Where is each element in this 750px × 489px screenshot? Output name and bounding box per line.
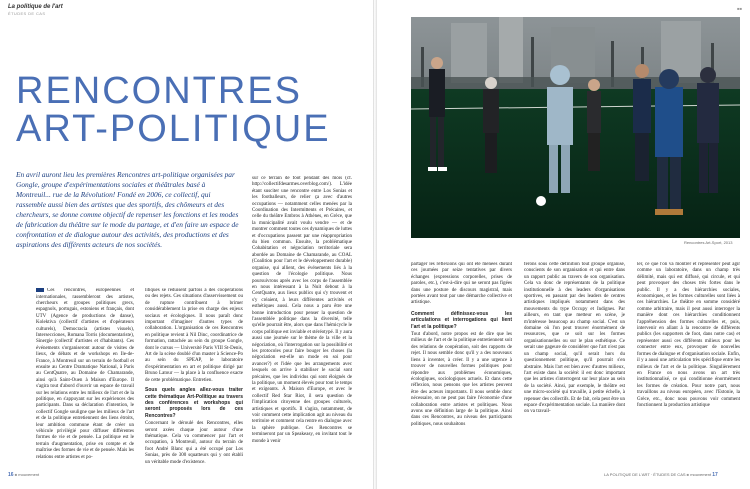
- footer-right-text: LA POLITIQUE DE L'ART · ÉTUDES DE CAS: [604, 472, 686, 477]
- page-gutter: [373, 0, 377, 489]
- body-column-1: [36, 288, 134, 468]
- article-photo: [411, 17, 740, 238]
- footer-right-issue: mouvement: [690, 472, 712, 477]
- body-column-4-text: partager les réflexions qui ont été menées durant ces journées par seize tentatives par divers échanges (expressions corporelles, prises de paroles, etc.), c'est-à-dire qui ne seront pas figées dans une posture de discours magistral, mais portées avant tout par une démarche collective et artistique.: [411, 262, 512, 306]
- body-column-6: [637, 262, 740, 466]
- body-column-2b-text: Concernant le déroulé des Rencontres, elles seront axées chaque jour autour d'une thématique. Cela va commencer par l'art et occupation, à Montreuil, autour du terrain de foot André Blanc qui a été occupé par Los Sonias, près de 300 squatteurs qui y ont établi un véritable mode d'existence.: [145, 421, 243, 465]
- footer-left-issue: mouvement: [18, 472, 40, 477]
- footer-right: [604, 472, 718, 478]
- interview-question-1: Sous quels angles allez-vous traiter cette thématique Art-Politique au travers des conférences et workshops qui seront proposés lors de ces Rencontres?: [145, 387, 243, 419]
- body-column-5-text: ferons sous cette définition tout groupe organisé, conscients de son organisation et qui entre dans un rapport public au travers de son organisation. Cela va donc de représentants de la politique institutionnelle à des leaders d'organisations sportives, en passant par des leaders de centres artistiques impliqués notamment dans des mouvements du type Occupy et Indignes. Par ailleurs, en tant que metteur en scène, je m'intéresse beaucoup au champ social. C'est un domaine où l'on peut trouver énormément de ressources, que ce soit sur les formes organisationnelles ou sur le plan esthétique. Ce serait une gageure de considérer que l'art n'est pas un champ social, qu'il serait hors du questionnement politique, qu'il pourrait s'en abstraire. Mais l'art est bien avec d'autres milieux, l'art existe dans la société: il est donc important que les artistes s'interrogent sur leur place au sein de la société. Ainsi, par exemple, le théâtre est une micro-société qui travaille, à petite échelle, à repenser des collectifs. Et de fait, cela peut être un espace d'expérimentation sociale. La manière dont on va travail-: [524, 262, 625, 415]
- body-column-5: [524, 262, 625, 466]
- body-column-1-text: Ces rencontres, européennes et internationales, rassembleront des artistes, chercheurs et groupes politiques grecs, espagnols, portugais, estoniens et français, dont UTV (Agence de productions de danse), Kolektiva (collectif d'artistes et d'opérateurs culturels), Democracia (artistes visuels), Intersecciones, Romana Torris (documentariste), Sinergie (collectif d'artistes et d'habitants). Ces événements s'organiseront autour de visites de lieux, de débats et de workshops en Ile-de-France, à Montreuil sur un terrain de football et ensuite au Centre Dramatique National, à Paris au CentQuatre, au Domaine de Chamarande, ainsi qu'à Saint-Ouen à Maison d'Europe. Il s'agira tout d'abord d'ouvrir un espace de travail sur les relations entre les milieux de l'art et de la politique, en s'appuyant sur les expériences des participants. Dans sa déclaration d'intention, le collectif Gongle souligne que les milieux de l'art et de la politique entretiennent des liens étroits, leur ambition commune étant de créer un véhicule privilégié pour diffuser différentes formes de vie et de pensée. La politique est le terrain d'augmentation, prise en compte et de maîtrise des formes de vie et de pensée. Mais les relations entre artistes et po-: [36, 288, 134, 460]
- body-column-3-text: sur ce terrain de foot pendant des mois (cf. http://collectifdesarmes.overblog.com/). L'idée étant susciter une rencontre entre Los Sonias et les footballeurs, de relier ça avec d'autres occupations — notamment celles menées par la Coordination des Intermittents et Précaires, et celle du théâtre Embros à Athènes, en Grèce, que la municipalité avait voulu vendre — et de montrer comment toutes ces dynamiques de luttes et d'occupations passent par une réappropriation du bien commun. Ensuite, la problématique Cohabitation et négociation territoriale sera abordée au Domaine de Chamarande, au COAL (Coalition pour l'art et le développement durable) organise, qui allient, des événements liés à la question de l'écologie politique. Nous poursuivrons après avec les corps de l'assemblée en nous intéressant à la Nuit debout à la CentQuatre, aux lieux publics qui s'y trouvent et s'y créaient, à leurs différentes activités et esthétiques aussi. Cela nous a paru être une bonne introduction pour penser la question de l'assemblée politique dans la diversité, telle qu'elle pourrait être, alors que dans l'hémicycle le corps politique est inviable et stéréotypé. Il y aura aussi une journée sur le thème de la ville et la négociation, où l'interrogation sur la possibilité et les protocoles pour faire bouger les choses (la négociation est-elle un mode en soi pour avancer?) et l'idée que les arrangements avec lesquels on arrive à stabiliser le social sont précaires, que les individus qui sont éloignés de la politique, un moment élevés pour tout le temps et exigeants. À Maison d'Europe, et avec le collectif Red Star Riot, il sera question de l'implication citoyenne des groupes culturels, artistiques et sportifs. Il s'agira, notamment, de voir comment cette implication agit au niveau du territoire et comment cela rentre en dialogue avec la sphère publique. Ces Rencontres se termineront par un Speakeasy, en invitant tout le monde à venir: [252, 176, 352, 444]
- footer-separator-right-icon: ■: [686, 472, 690, 477]
- photo-football-field: [411, 17, 740, 238]
- article-title-line1: RENCONTRES: [16, 70, 303, 112]
- photo-caption: Rencontres Art-Sport, 2013: [684, 240, 733, 245]
- article-title-line2: ART-POLITIQUE: [16, 108, 331, 150]
- body-column-2: [145, 288, 243, 468]
- body-column-4: [411, 262, 512, 466]
- body-column-4b-text: Tout d'abord, notre propos est de dire que les milieux de l'art et de la politique entretiennent soit des relations de coopération, soit des rapports de rejet. Il nous semble donc qu'il y a des nouveaux liens à inventer, à créer. Il y a une urgence à trouver de nouvelles formes politiques pour répondre aux problèmes économiques, écologiques, sociologiques actuels. Et dans cette réflexion, nous pensons que les artistes peuvent être des acteurs importants. Il nous semble donc nécessaire, on ne peut pas faire l'économie d'une collaboration entre artistes et politiques. Nous avons une définition large de la politique. Ainsi dans ces Rencontres, au niveau des participants politiques, nous souhaitons: [411, 332, 512, 427]
- body-column-2-text: litiques se réduisent parfois à des coopérations ou des rejets. Ces situations d'asservissement ou de rupture contribuent à brimer considérablement la prise en charge des enjeux sociaux et écologiques. Il nous paraît donc important d'imaginer d'autres types de collaboration. L'organisation de ces Rencontres en politique revient à Nil Dinc, coordinatrice de formation, rattachée au sein du groupe Gongle, dont le cursus — Université Paris VIII St-Denis, Art de la scène doublé d'un master à Science-Po au sein du SPEAP, le laboratoire d'expérimentation en art et politique dirigé par Bruno Latour — la place à la confluence exacte de cette problématique. Entretien.: [145, 288, 243, 383]
- section-title: La politique de l'art: [8, 4, 63, 10]
- paragraph-marker-icon: [36, 288, 44, 292]
- top-right-folio: ■■: [737, 6, 742, 11]
- footer-separator-icon: ■: [14, 472, 18, 477]
- body-column-3: [252, 176, 352, 468]
- footer-left: [8, 472, 39, 478]
- body-column-6-text: ler, ce que l'on va montrer et représenter peut agir comme un laboratoire, dans un champ très délimité, mais qui est diffusé, qui circule, et qui peut provoquer des choses très fortes dans le public. Il y a des hiérarchies sociales, économiques, et les formes culturelles sont liées à ces hiérarchies. Le théâtre en somme considéré comme arbitraire, mais il peut aussi interroger la manière dont ces hiérarchies conditionnent l'appréhension des formes culturelles et, puis, intervenir en allant à la rencontre de différents publics (les supporters de foot, dans notre cas) et représenter aussi ces différents milieux pour les connecter entre eux, provoquer de nouvelles formes de dialogue et d'organisation sociale. Enfin, il y a aussi une articulation très spécifique entre les milieux de l'art et de la politique. Singulièrement en France on nous avons un art très institutionnalisé, ce qui conditionne énormément les formes de création. Pour notre part, nous travaillons au niveau européen, avec l'Estonie, la Grèce, etc., donc nous pouvons voir comment fonctionnent la production artistique: [637, 262, 740, 408]
- page-number-right: 17: [712, 472, 718, 478]
- interview-question-2: Comment définissez-vous les articulations et interrogations qui lient l'art et la politique?: [411, 310, 512, 330]
- section-subtitle: ÉTUDES DE CAS: [8, 11, 46, 16]
- page-number-left: 16: [8, 472, 14, 478]
- article-lead: En avril auront lieu les premières Rencontres art-politique organisées par Gongle, groupe d'expérimentations sociales et théâtrales basé à Montreuil... rue de la Révolution! Fondé en 2006, ce collectif, qui rassemble aussi bien des artistes que des sportifs, des chômeurs et des chercheurs, se donne comme objectif de repenser les fonctions et les modes de fabrication du théâtre sur le mode du partage, et d'en faire un espace de confrontation et de dialogue autour des activités, des productions et des aspirations des différents acteurs de nos sociétés.: [16, 170, 239, 249]
